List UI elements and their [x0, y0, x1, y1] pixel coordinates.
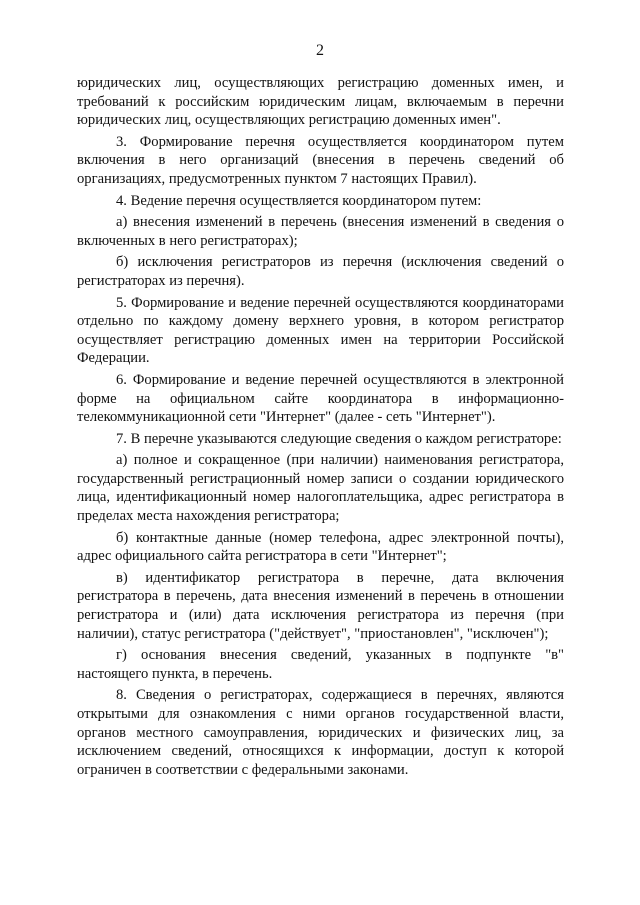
document-body: [77, 74, 564, 782]
paragraph-8: 8. Сведения о регистраторах, содержащиеся в перечнях, являются открытыми для ознакомления с ними органов государственной власти, органов местного самоуправления, юридических и физических лиц, за исключением сведений, относящихся к информации, доступ к которой ограничен в соответствии с федеральными законами.: [77, 687, 564, 778]
paragraph-continued: юридических лиц, осуществляющих регистрацию доменных имен, и требований к российским юридическим лицам, включаемым в перечни юридических лиц, осуществляющих регистрацию доменных имен".: [77, 75, 564, 129]
page-number: 2: [316, 42, 324, 59]
paragraph-4: 4. Ведение перечня осуществляется координатором путем:: [116, 192, 482, 209]
paragraph-4b: б) исключения регистраторов из перечня (исключения сведений о регистраторах из перечня).: [77, 254, 564, 289]
paragraph-7d: г) основания внесения сведений, указанных в подпункте "в" настоящего пункта, в перечень.: [77, 647, 564, 682]
paragraph-7c: в) идентификатор регистратора в перечне, дата включения регистратора в перечень, дата внесения изменений в перечень в отношении регистратора и (или) дата исключения регистратора из перечня (при наличии), статус регистратора ("действует", "приостановлен", "исключен");: [77, 569, 564, 642]
paragraph-6: 6. Формирование и ведение перечней осуществляются в электронной форме на официальном сайте координатора в информационно-телекоммуникационной сети "Интернет" (далее - сеть "Интернет").: [77, 371, 564, 426]
paragraph-7a: а) полное и сокращенное (при наличии) наименования регистратора, государственный регистрационный номер записи о создании юридического лица, идентификационный номер налогоплательщика, адрес регистратора в пределах места нахождения регистратора;: [77, 452, 564, 525]
paragraph-3: 3. Формирование перечня осуществляется координатором путем включения в него организаций (внесения в перечень сведений об организациях, предусмотренных пунктом 7 настоящих Правил).: [77, 133, 564, 187]
paragraph-4a: а) внесения изменений в перечень (внесения изменений в сведения о включенных в него регистраторах);: [77, 214, 564, 249]
paragraph-5: 5. Формирование и ведение перечней осуществляются координаторами отдельно по каждому домену верхнего уровня, в котором регистратор осуществляет регистрацию доменных имен на территории Российской Федерации.: [77, 294, 564, 367]
paragraph-7b: б) контактные данные (номер телефона, адрес электронной почты), адрес официального сайта регистратора в сети "Интернет";: [77, 529, 564, 565]
paragraph-7: 7. В перечне указываются следующие сведения о каждом регистраторе:: [116, 430, 562, 447]
